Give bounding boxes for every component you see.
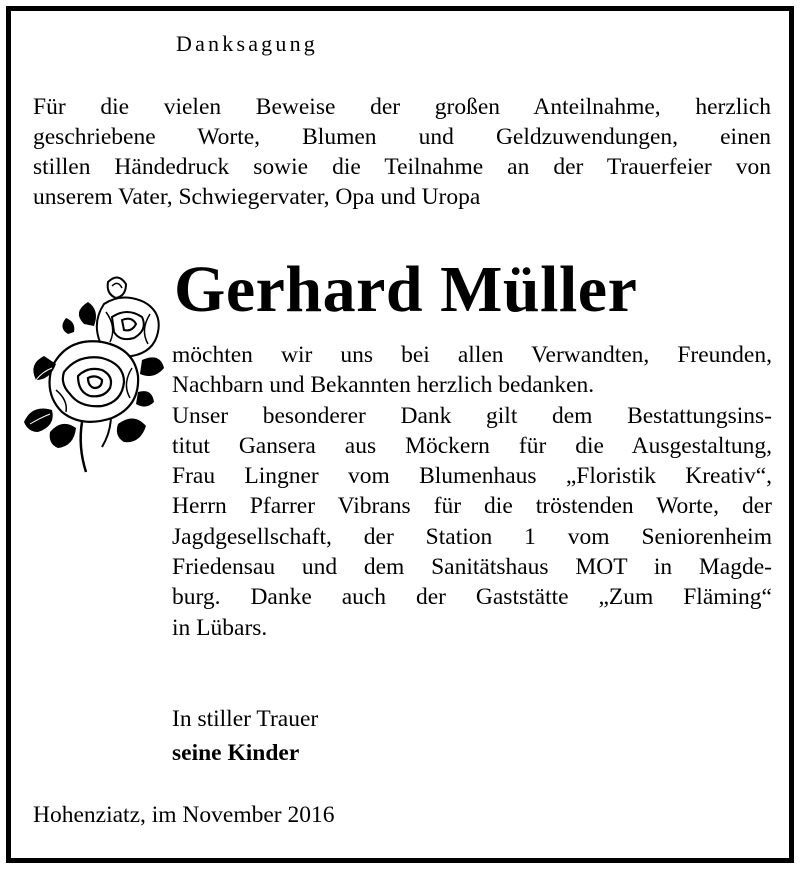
thanks-line: Unser besonderer Dank gilt dem Bestattungsins-: [172, 402, 772, 429]
closing-block: [172, 702, 318, 770]
thanks-paragraph: [172, 340, 772, 643]
closing-line: In stiller Trauer: [172, 706, 319, 732]
place-date: Hohenziatz, im November 2016: [33, 802, 335, 828]
thanks-line: Jagdgesellschaft, der Station 1 vom Seniorenheim: [172, 523, 772, 550]
intro-paragraph: [33, 92, 771, 212]
notice-heading: Danksagung: [176, 31, 318, 56]
thanks-line: titut Gansera aus Möckern für die Ausgestaltung,: [172, 432, 772, 459]
thanks-line: Friedensau und dem Sanitätshaus MOT in Magde-: [172, 554, 772, 581]
thanks-line: in Lübars.: [172, 614, 268, 641]
thanks-line: burg. Danke auch der Gaststätte „Zum Fläming“: [172, 584, 772, 611]
intro-line: stillen Händedruck sowie die Teilnahme an der Trauerfeier von: [33, 154, 771, 180]
thanks-line: Nachbarn und Bekannten herzlich bedanken.: [172, 372, 595, 399]
intro-line: geschriebene Worte, Blumen und Geldzuwendungen, einen: [33, 124, 771, 150]
intro-line: unserem Vater, Schwiegervater, Opa und Uropa: [33, 184, 481, 210]
thanks-line: Herrn Pfarrer Vibrans für die tröstenden Worte, der: [172, 493, 772, 520]
thanks-line: Frau Lingner vom Blumenhaus „Floristik Kreativ“,: [172, 463, 772, 490]
deceased-name: Gerhard Müller: [174, 253, 638, 326]
intro-line: Für die vielen Beweise der großen Anteilnahme, herzlich: [33, 94, 771, 120]
rose-icon: [22, 272, 167, 477]
signature: seine Kinder: [172, 740, 300, 766]
thanks-line: möchten wir uns bei allen Verwandten, Freunden,: [172, 342, 772, 368]
